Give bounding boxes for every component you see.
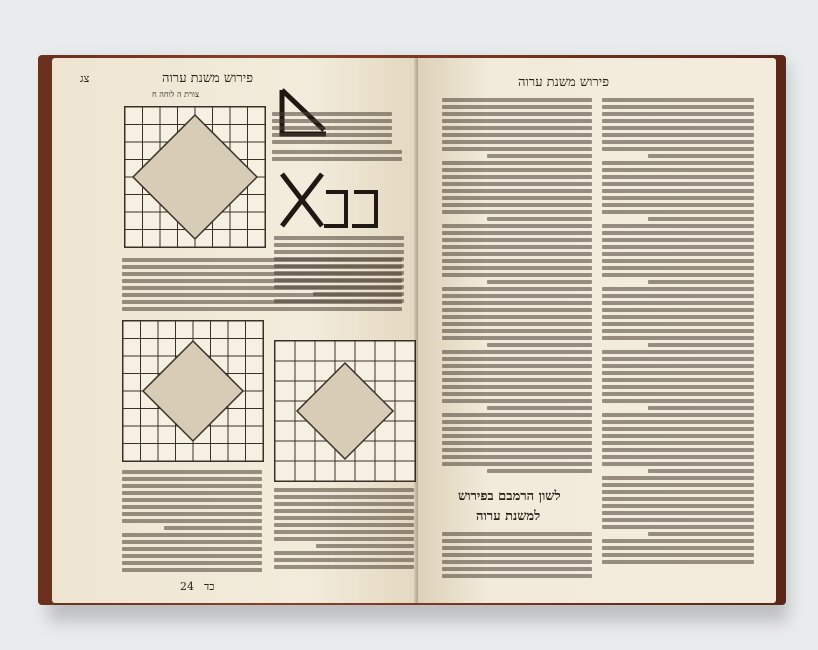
text-line [442, 301, 592, 305]
text-line [442, 434, 592, 438]
text-line [442, 413, 592, 417]
text-line [274, 565, 414, 569]
text-line [442, 560, 592, 564]
text-line [602, 147, 754, 151]
text-line [602, 413, 754, 417]
text-line [442, 126, 592, 130]
left-text-block-upper [272, 150, 402, 170]
text-line [122, 491, 262, 495]
text-line [602, 329, 754, 333]
text-line [602, 483, 754, 487]
text-line [602, 434, 754, 438]
text-line [442, 427, 592, 431]
text-line [442, 105, 592, 109]
text-line [122, 547, 262, 551]
text-line [602, 98, 754, 102]
text-line [648, 154, 754, 158]
text-line [602, 399, 754, 403]
text-line [442, 546, 592, 550]
text-line [272, 126, 392, 130]
text-line [442, 266, 592, 270]
text-line [122, 300, 402, 304]
text-line [442, 112, 592, 116]
text-line [442, 308, 592, 312]
text-line [442, 210, 592, 214]
text-line [648, 217, 754, 221]
text-line [122, 265, 402, 269]
text-line [602, 357, 754, 361]
text-line [487, 154, 592, 158]
text-line [602, 553, 754, 557]
text-line [442, 98, 592, 102]
text-line [602, 161, 754, 165]
text-line [274, 250, 404, 254]
text-line [487, 217, 592, 221]
text-line [122, 561, 262, 565]
text-line [602, 119, 754, 123]
text-line [442, 385, 592, 389]
text-line [274, 530, 414, 534]
footer-catchword: כד [204, 580, 215, 593]
left-text-block-bottom-right [274, 488, 414, 578]
text-line [442, 175, 592, 179]
text-line [122, 307, 402, 311]
text-line [442, 119, 592, 123]
text-line [442, 455, 592, 459]
text-line [602, 518, 754, 522]
text-line [122, 568, 262, 572]
text-line [442, 574, 592, 578]
text-line [442, 539, 592, 543]
text-line [442, 315, 592, 319]
footer-page-number: 24 [180, 580, 194, 593]
left-page-header: פירוש משנת ערוה [162, 71, 254, 86]
text-line [122, 258, 402, 262]
text-line [442, 441, 592, 445]
text-line [442, 420, 592, 424]
text-line [602, 301, 754, 305]
text-line [122, 519, 262, 523]
text-line [602, 476, 754, 480]
text-line [442, 399, 592, 403]
text-line [602, 238, 754, 242]
text-line [487, 280, 592, 284]
text-line [602, 266, 754, 270]
left-page-number: צג [80, 72, 90, 85]
text-line [442, 364, 592, 368]
text-line [122, 470, 262, 474]
text-line [122, 293, 402, 297]
left-caption: צורת ה לוחה ח [152, 90, 200, 99]
text-line [274, 236, 404, 240]
left-text-block-top [272, 112, 392, 152]
left-text-block-bottom-left [122, 470, 262, 578]
text-line [442, 189, 592, 193]
text-line [602, 182, 754, 186]
text-line [274, 523, 414, 527]
text-line [602, 168, 754, 172]
text-line [442, 231, 592, 235]
text-line [602, 392, 754, 396]
text-line [602, 315, 754, 319]
right-section-heading-line2: למשנת ערוה [476, 509, 541, 524]
text-line [487, 469, 592, 473]
right-section-heading: לשון הרמבם בפירוש [458, 489, 561, 504]
text-line [487, 406, 592, 410]
text-line [442, 448, 592, 452]
text-line [648, 343, 754, 347]
text-line [602, 287, 754, 291]
text-line [272, 133, 392, 137]
text-line [122, 533, 262, 537]
text-line [442, 350, 592, 354]
text-line [122, 554, 262, 558]
text-line [602, 210, 754, 214]
text-line [602, 196, 754, 200]
text-line [274, 509, 414, 513]
text-line [602, 245, 754, 249]
text-line [602, 175, 754, 179]
text-line [442, 196, 592, 200]
left-page [52, 58, 418, 603]
text-line [272, 112, 392, 116]
text-line [442, 532, 592, 536]
text-line [442, 322, 592, 326]
text-line [602, 560, 754, 564]
text-line [442, 182, 592, 186]
text-line [122, 272, 402, 276]
text-line [442, 567, 592, 571]
geometric-diagram-middle-left [122, 320, 264, 462]
text-line [602, 497, 754, 501]
text-line [602, 546, 754, 550]
geometric-diagram-top [124, 106, 266, 248]
text-line [442, 553, 592, 557]
text-line [442, 273, 592, 277]
text-line [442, 168, 592, 172]
text-line [272, 119, 392, 123]
text-line [602, 259, 754, 263]
letters-bet-kaf-glyph [322, 186, 378, 232]
text-line [602, 203, 754, 207]
text-line [442, 203, 592, 207]
text-line [442, 392, 592, 396]
text-line [602, 420, 754, 424]
text-line [602, 525, 754, 529]
text-line [602, 490, 754, 494]
text-line [442, 140, 592, 144]
text-line [602, 133, 754, 137]
text-line [487, 343, 592, 347]
text-line [442, 238, 592, 242]
text-line [602, 273, 754, 277]
text-line [442, 462, 592, 466]
text-line [602, 539, 754, 543]
left-text-block-middle [122, 258, 402, 314]
text-line [602, 364, 754, 368]
text-line [442, 224, 592, 228]
text-line [274, 551, 414, 555]
text-line [122, 498, 262, 502]
text-line [602, 385, 754, 389]
text-line [274, 558, 414, 562]
text-line [122, 540, 262, 544]
text-line [442, 357, 592, 361]
text-line [602, 231, 754, 235]
text-line [442, 378, 592, 382]
text-line [442, 161, 592, 165]
text-line [602, 140, 754, 144]
text-line [164, 526, 262, 530]
right-text-block-bottom [442, 532, 592, 582]
right-text-column-right [602, 98, 754, 568]
text-line [442, 252, 592, 256]
text-line [122, 512, 262, 516]
text-line [442, 259, 592, 263]
text-line [648, 280, 754, 284]
text-line [274, 488, 414, 492]
text-line [122, 477, 262, 481]
text-line [442, 287, 592, 291]
text-line [442, 245, 592, 249]
text-line [122, 484, 262, 488]
text-line [602, 504, 754, 508]
text-line [602, 294, 754, 298]
right-page-header: פירוש משנת ערוה [518, 75, 610, 90]
text-line [602, 126, 754, 130]
letter-x-glyph [278, 170, 326, 230]
text-line [602, 455, 754, 459]
text-line [602, 378, 754, 382]
text-line [442, 329, 592, 333]
text-line [602, 336, 754, 340]
text-line [122, 286, 402, 290]
text-line [442, 336, 592, 340]
text-line [442, 133, 592, 137]
text-line [316, 544, 414, 548]
text-line [122, 279, 402, 283]
text-line [272, 140, 392, 144]
text-line [648, 532, 754, 536]
text-line [602, 112, 754, 116]
text-line [274, 502, 414, 506]
text-line [602, 252, 754, 256]
text-line [648, 406, 754, 410]
text-line [602, 441, 754, 445]
text-line [602, 511, 754, 515]
text-line [602, 308, 754, 312]
text-line [648, 469, 754, 473]
text-line [602, 189, 754, 193]
text-line [272, 150, 402, 154]
text-line [272, 157, 402, 161]
geometric-diagram-middle-right [274, 340, 416, 482]
text-line [442, 147, 592, 151]
text-line [274, 516, 414, 520]
text-line [442, 371, 592, 375]
text-line [442, 294, 592, 298]
text-line [602, 350, 754, 354]
right-text-column-left [442, 98, 592, 478]
text-line [274, 537, 414, 541]
text-line [602, 322, 754, 326]
text-line [122, 505, 262, 509]
text-line [602, 371, 754, 375]
text-line [274, 495, 414, 499]
text-line [602, 105, 754, 109]
text-line [602, 427, 754, 431]
right-page [418, 58, 776, 603]
text-line [602, 462, 754, 466]
text-line [602, 224, 754, 228]
text-line [274, 243, 404, 247]
text-line [602, 448, 754, 452]
